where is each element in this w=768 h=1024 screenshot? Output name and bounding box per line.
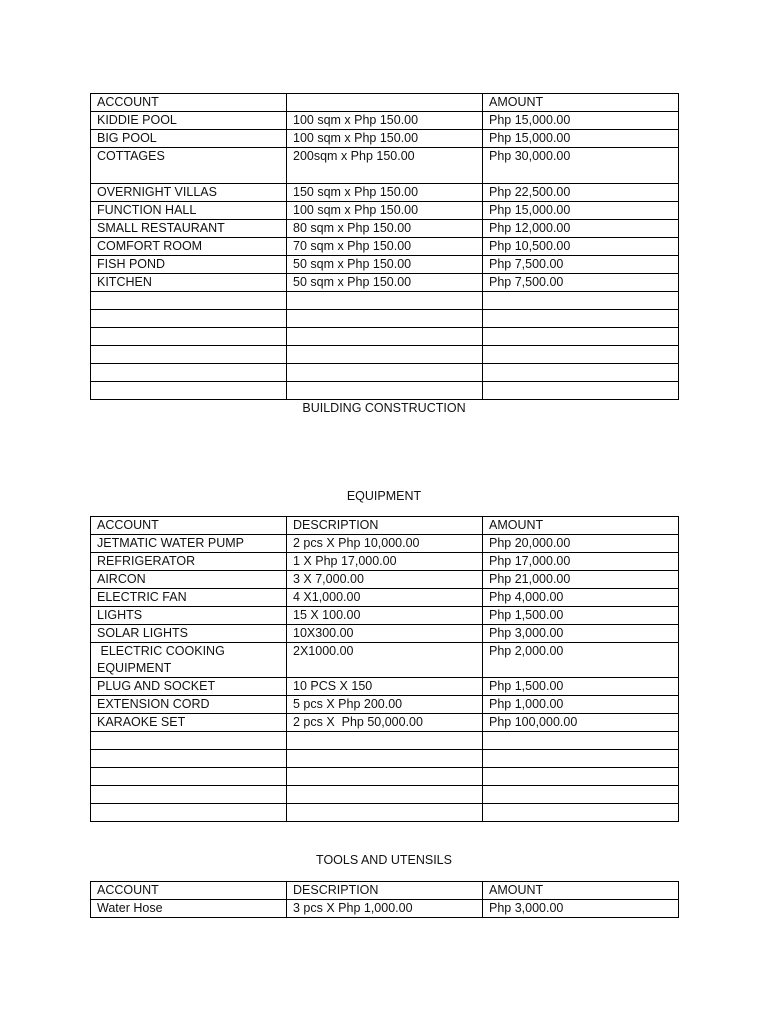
empty-cell: [91, 310, 287, 328]
table-row: [91, 184, 679, 202]
empty-row: [91, 732, 679, 750]
empty-row: [91, 768, 679, 786]
empty-cell: [91, 364, 287, 382]
amount-cell: Php 3,000.00: [483, 625, 679, 643]
empty-cell: [91, 732, 287, 750]
account-cell: COMFORT ROOM: [91, 238, 287, 256]
table-row: [91, 900, 679, 918]
empty-row: [91, 786, 679, 804]
table-row: [91, 274, 679, 292]
amount-cell: Php 1,000.00: [483, 696, 679, 714]
amount-cell: Php 17,000.00: [483, 553, 679, 571]
description-cell: 1 X Php 17,000.00: [287, 553, 483, 571]
amount-cell: Php 7,500.00: [483, 274, 679, 292]
empty-cell: [287, 364, 483, 382]
header-cell: DESCRIPTION: [287, 517, 483, 535]
amount-cell: Php 20,000.00: [483, 535, 679, 553]
amount-cell: Php 21,000.00: [483, 571, 679, 589]
empty-row: [91, 328, 679, 346]
tools-and-utensils-caption: TOOLS AND UTENSILS: [316, 853, 452, 867]
table-row: [91, 714, 679, 732]
empty-cell: [91, 768, 287, 786]
empty-cell: [91, 804, 287, 822]
empty-cell: [287, 768, 483, 786]
account-cell: KITCHEN: [91, 274, 287, 292]
empty-row: [91, 804, 679, 822]
amount-cell: Php 12,000.00: [483, 220, 679, 238]
amount-cell: Php 15,000.00: [483, 130, 679, 148]
amount-cell: Php 30,000.00: [483, 148, 679, 184]
amount-cell: Php 1,500.00: [483, 607, 679, 625]
building-table: [90, 93, 679, 400]
empty-cell: [287, 346, 483, 364]
account-cell: SMALL RESTAURANT: [91, 220, 287, 238]
description-cell: 70 sqm x Php 150.00: [287, 238, 483, 256]
table-row: [91, 678, 679, 696]
table-header-row: [91, 882, 679, 900]
empty-cell: [91, 382, 287, 400]
empty-cell: [287, 786, 483, 804]
empty-cell: [91, 750, 287, 768]
account-cell: OVERNIGHT VILLAS: [91, 184, 287, 202]
empty-cell: [483, 786, 679, 804]
amount-cell: Php 15,000.00: [483, 202, 679, 220]
account-cell: COTTAGES: [91, 148, 287, 184]
description-cell: 150 sqm x Php 150.00: [287, 184, 483, 202]
description-cell: 10X300.00: [287, 625, 483, 643]
amount-cell: Php 15,000.00: [483, 112, 679, 130]
building-construction-caption: BUILDING CONSTRUCTION: [302, 401, 466, 415]
empty-cell: [483, 382, 679, 400]
description-cell: 5 pcs X Php 200.00: [287, 696, 483, 714]
table-row: [91, 112, 679, 130]
account-cell: REFRIGERATOR: [91, 553, 287, 571]
equipment-caption: EQUIPMENT: [346, 489, 422, 503]
empty-cell: [287, 750, 483, 768]
empty-cell: [483, 750, 679, 768]
header-cell: AMOUNT: [483, 94, 679, 112]
header-cell: DESCRIPTION: [287, 882, 483, 900]
amount-cell: Php 7,500.00: [483, 256, 679, 274]
account-cell: ELECTRIC FAN: [91, 589, 287, 607]
table-row: [91, 148, 679, 184]
table-row: [91, 256, 679, 274]
empty-cell: [483, 346, 679, 364]
account-cell: LIGHTS: [91, 607, 287, 625]
amount-cell: Php 1,500.00: [483, 678, 679, 696]
header-cell: AMOUNT: [483, 882, 679, 900]
description-cell: 50 sqm x Php 150.00: [287, 274, 483, 292]
table-row: [91, 607, 679, 625]
account-cell: KIDDIE POOL: [91, 112, 287, 130]
table-row: [91, 238, 679, 256]
empty-cell: [287, 310, 483, 328]
account-cell: EXTENSION CORD: [91, 696, 287, 714]
account-cell: AIRCON: [91, 571, 287, 589]
description-cell: 2X1000.00: [287, 643, 483, 678]
description-cell: 2 pcs X Php 50,000.00: [287, 714, 483, 732]
empty-cell: [483, 364, 679, 382]
empty-cell: [287, 804, 483, 822]
table-row: [91, 571, 679, 589]
empty-row: [91, 750, 679, 768]
header-cell: ACCOUNT: [91, 94, 287, 112]
table-row: [91, 625, 679, 643]
description-cell: 10 PCS X 150: [287, 678, 483, 696]
account-cell: FISH POND: [91, 256, 287, 274]
tools-table: [90, 881, 679, 918]
description-cell: 3 X 7,000.00: [287, 571, 483, 589]
empty-cell: [483, 768, 679, 786]
header-cell: ACCOUNT: [91, 882, 287, 900]
account-cell: Water Hose: [91, 900, 287, 918]
description-cell: 80 sqm x Php 150.00: [287, 220, 483, 238]
table-row: [91, 220, 679, 238]
table-row: [91, 553, 679, 571]
account-cell: BIG POOL: [91, 130, 287, 148]
table-row: [91, 202, 679, 220]
amount-cell: Php 4,000.00: [483, 589, 679, 607]
empty-cell: [91, 786, 287, 804]
empty-row: [91, 346, 679, 364]
equipment-table: [90, 516, 679, 822]
description-cell: 15 X 100.00: [287, 607, 483, 625]
account-cell: PLUG AND SOCKET: [91, 678, 287, 696]
table-row: [91, 643, 679, 678]
description-cell: 200sqm x Php 150.00: [287, 148, 483, 184]
table-row: [91, 130, 679, 148]
description-cell: 3 pcs X Php 1,000.00: [287, 900, 483, 918]
description-cell: 100 sqm x Php 150.00: [287, 112, 483, 130]
empty-cell: [91, 292, 287, 310]
empty-cell: [483, 292, 679, 310]
table-header-row: [91, 94, 679, 112]
amount-cell: Php 100,000.00: [483, 714, 679, 732]
amount-cell: Php 3,000.00: [483, 900, 679, 918]
empty-cell: [91, 346, 287, 364]
empty-cell: [91, 328, 287, 346]
empty-row: [91, 382, 679, 400]
amount-cell: Php 2,000.00: [483, 643, 679, 678]
description-cell: 50 sqm x Php 150.00: [287, 256, 483, 274]
empty-cell: [483, 328, 679, 346]
account-cell: FUNCTION HALL: [91, 202, 287, 220]
amount-cell: Php 10,500.00: [483, 238, 679, 256]
table-row: [91, 535, 679, 553]
empty-cell: [483, 310, 679, 328]
header-cell: AMOUNT: [483, 517, 679, 535]
table-row: [91, 589, 679, 607]
empty-cell: [287, 382, 483, 400]
empty-cell: [287, 732, 483, 750]
description-cell: 100 sqm x Php 150.00: [287, 130, 483, 148]
table-row: [91, 696, 679, 714]
empty-cell: [287, 292, 483, 310]
account-cell: JETMATIC WATER PUMP: [91, 535, 287, 553]
account-cell: KARAOKE SET: [91, 714, 287, 732]
header-cell: [287, 94, 483, 112]
description-cell: 2 pcs X Php 10,000.00: [287, 535, 483, 553]
empty-row: [91, 310, 679, 328]
empty-cell: [483, 804, 679, 822]
empty-row: [91, 292, 679, 310]
empty-cell: [483, 732, 679, 750]
table-header-row: [91, 517, 679, 535]
empty-cell: [287, 328, 483, 346]
description-cell: 4 X1,000.00: [287, 589, 483, 607]
account-cell: ELECTRIC COOKING EQUIPMENT: [91, 643, 287, 678]
amount-cell: Php 22,500.00: [483, 184, 679, 202]
header-cell: ACCOUNT: [91, 517, 287, 535]
empty-row: [91, 364, 679, 382]
description-cell: 100 sqm x Php 150.00: [287, 202, 483, 220]
account-cell: SOLAR LIGHTS: [91, 625, 287, 643]
